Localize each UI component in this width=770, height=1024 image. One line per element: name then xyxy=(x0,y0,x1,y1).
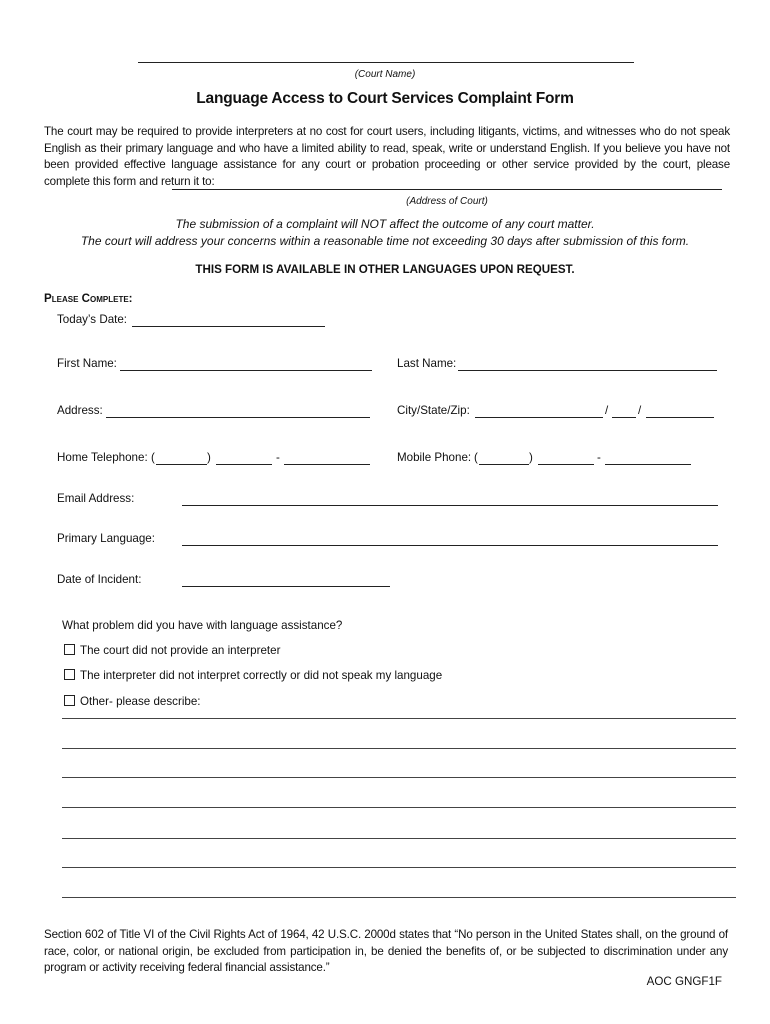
description-line[interactable] xyxy=(62,897,736,898)
mobile-phone-label: Mobile Phone: xyxy=(397,451,472,464)
city-state-zip-label: City/State/Zip: xyxy=(397,404,470,417)
checkbox-icon[interactable] xyxy=(64,644,75,655)
mobile-phone-dash: - xyxy=(597,451,601,464)
state-zip-separator: / xyxy=(638,404,642,417)
first-name-label: First Name: xyxy=(57,357,117,370)
mobile-phone-number-field[interactable] xyxy=(605,464,691,465)
date-of-incident-field[interactable] xyxy=(182,586,390,587)
court-name-caption: (Court Name) xyxy=(354,69,416,80)
form-number: AOC GNGF1F xyxy=(646,975,722,988)
city-field[interactable] xyxy=(475,417,603,418)
description-line[interactable] xyxy=(62,718,736,719)
checkbox-incorrect-interpretation[interactable] xyxy=(64,669,442,682)
checkbox-no-interpreter[interactable] xyxy=(64,644,280,657)
last-name-label: Last Name: xyxy=(397,357,457,370)
mobile-phone-prefix-field[interactable] xyxy=(538,464,594,465)
todays-date-field[interactable] xyxy=(132,326,325,327)
problem-question: What problem did you have with language assistance? xyxy=(62,619,343,632)
court-name-field[interactable] xyxy=(138,62,634,63)
page-title: Language Access to Court Services Complaint Form xyxy=(196,90,574,107)
response-time-note: The court will address your concerns within a reasonable time not exceeding 30 days after submission of this form. xyxy=(80,234,690,248)
description-line[interactable] xyxy=(62,777,736,778)
availability-notice: THIS FORM IS AVAILABLE IN OTHER LANGUAGES UPON REQUEST. xyxy=(195,263,575,276)
checkbox-icon[interactable] xyxy=(64,695,75,706)
civil-rights-statement: Section 602 of Title VI of the Civil Rights Act of 1964, 42 U.S.C. 2000d states that “No person in the United States shall, on the ground of race, color, or national origin, be excluded from participation in, be denied the benefits of, or be subjected to discrimination under any program or activity receiving federal financial assistance.” xyxy=(44,928,728,974)
home-phone-area-close: ) xyxy=(207,451,211,464)
description-line[interactable] xyxy=(62,748,736,749)
mobile-phone-area-open: ( xyxy=(474,451,478,464)
primary-language-label: Primary Language: xyxy=(57,532,155,545)
home-phone-prefix-field[interactable] xyxy=(216,464,272,465)
court-address-field[interactable] xyxy=(172,189,722,190)
mobile-phone-area-close: ) xyxy=(529,451,533,464)
email-address-label: Email Address: xyxy=(57,492,135,505)
mobile-phone-area-field[interactable] xyxy=(479,464,529,465)
zip-field[interactable] xyxy=(646,417,714,418)
section-label: Please Complete: xyxy=(44,292,133,305)
todays-date-label: Today’s Date: xyxy=(57,313,128,326)
last-name-field[interactable] xyxy=(458,370,717,371)
checkbox-icon[interactable] xyxy=(64,669,75,680)
outcome-note: The submission of a complaint will NOT affect the outcome of any court matter. xyxy=(175,217,595,231)
checkbox-label: Other- please describe: xyxy=(80,695,201,708)
home-phone-number-field[interactable] xyxy=(284,464,370,465)
description-line[interactable] xyxy=(62,838,736,839)
home-phone-dash: - xyxy=(276,451,280,464)
home-phone-area-open: ( xyxy=(151,451,155,464)
description-line[interactable] xyxy=(62,867,736,868)
primary-language-field[interactable] xyxy=(182,545,718,546)
date-of-incident-label: Date of Incident: xyxy=(57,573,142,586)
checkbox-label: The interpreter did not interpret correctly or did not speak my language xyxy=(80,669,443,682)
state-field[interactable] xyxy=(612,417,636,418)
home-telephone-label: Home Telephone: xyxy=(57,451,148,464)
home-phone-area-field[interactable] xyxy=(156,464,207,465)
city-state-separator: / xyxy=(605,404,609,417)
description-line[interactable] xyxy=(62,807,736,808)
address-label: Address: xyxy=(57,404,103,417)
email-address-field[interactable] xyxy=(182,505,718,506)
first-name-field[interactable] xyxy=(120,370,372,371)
court-address-caption: (Address of Court) xyxy=(406,196,488,207)
intro-paragraph: The court may be required to provide interpreters at no cost for court users, including litigants, victims, and witnesses who do not speak English as their primary language and who have a limited ability to read, speak, write or understand English. If you believe you have not been provided effective language assistance for any court or probation proceeding or other service provided by the court, please complete this form and return it to: xyxy=(44,125,730,188)
checkbox-label: The court did not provide an interpreter xyxy=(80,644,281,657)
address-field[interactable] xyxy=(106,417,370,418)
checkbox-other[interactable] xyxy=(64,695,201,708)
